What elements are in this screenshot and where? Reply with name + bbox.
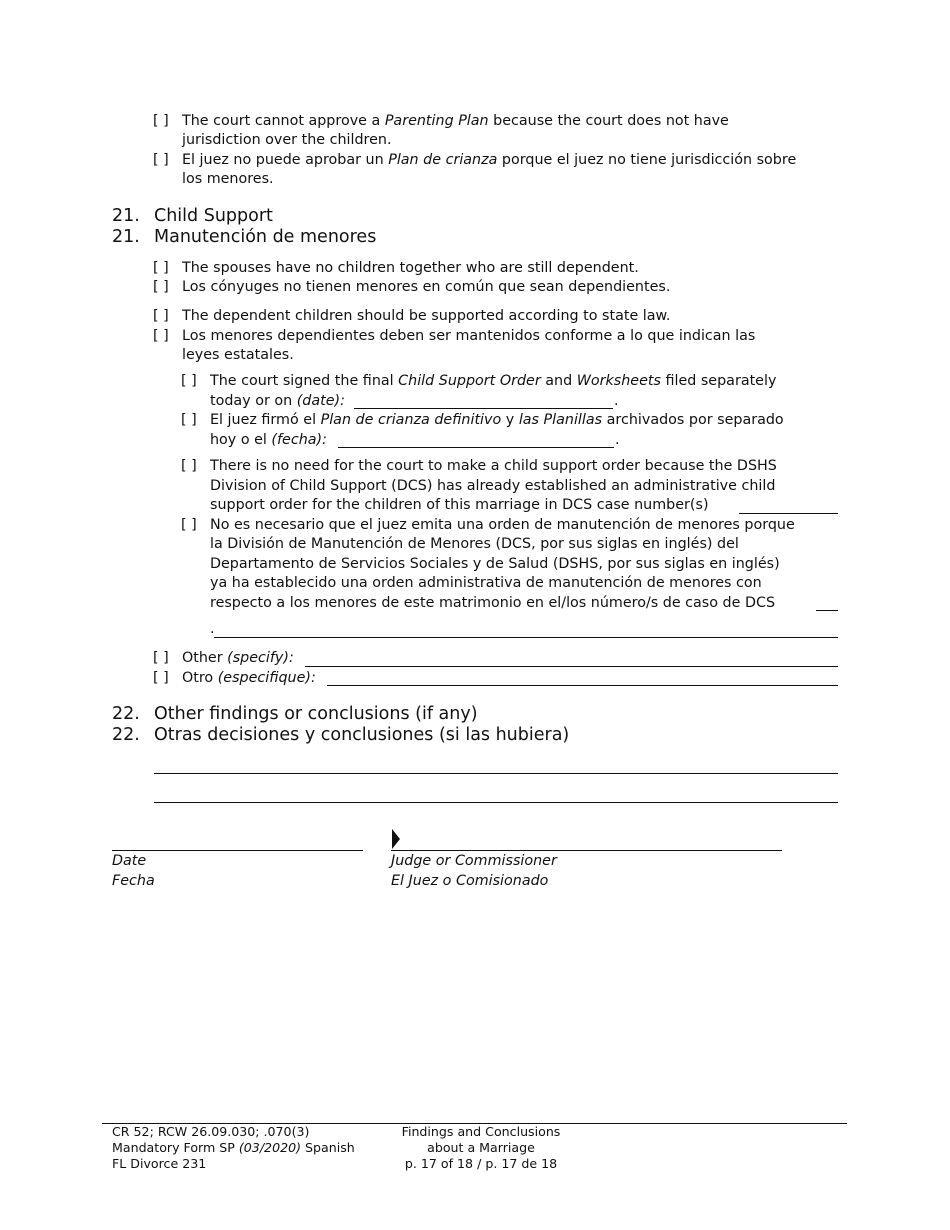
dcs-case-number-line-es[interactable] [816, 610, 838, 611]
footer-form-subtitle: about a Marriage [427, 1140, 535, 1155]
no-children-text-es: Los cónyuges no tienen menores en común que sean dependientes. [182, 279, 671, 295]
signature-arrow-icon [391, 829, 401, 849]
text-segment: El juez no puede aprobar un [182, 152, 389, 168]
other-findings-line-2[interactable] [154, 802, 838, 803]
text-segment: hoy o el [210, 432, 272, 448]
text-segment: Otro [182, 670, 218, 686]
text-segment: Spanish [301, 1140, 355, 1155]
dcs-text-es-4: ya ha establecido una orden administrativa de manutención de menores con [210, 575, 762, 591]
text-segment: Mandatory Form SP [112, 1140, 239, 1155]
date-label: (date): [296, 393, 345, 409]
section-21-title-en: Child Support [154, 206, 273, 226]
checkbox-no-children-en[interactable]: [ ] [153, 260, 169, 276]
text-segment: y [501, 412, 519, 428]
date-input-line-es[interactable] [338, 447, 614, 448]
checkbox-state-law-es[interactable]: [ ] [153, 328, 169, 344]
footer-form-title: Findings and Conclusions [401, 1124, 561, 1139]
checkbox-no-children-es[interactable]: [ ] [153, 279, 169, 295]
signed-order-date-label-en [210, 392, 345, 411]
text-segment: Judge or Commissioner [391, 853, 557, 869]
text-segment: and [540, 373, 577, 389]
date-label-es [112, 872, 155, 891]
planillas-term: las Planillas [518, 412, 603, 428]
state-law-text-es-2: leyes estatales. [182, 347, 294, 363]
section-22-number-en: 22. [112, 704, 140, 724]
date-signature-line[interactable] [112, 850, 363, 851]
plan-definitivo-term: Plan de crianza definitivo [320, 412, 502, 428]
period: . [614, 393, 619, 409]
section-22-title-es: Otras decisiones y conclusiones (si las hubiera) [154, 725, 570, 745]
no-jurisdiction-text-en [182, 112, 729, 131]
dcs-case-number-line-es-2[interactable] [214, 637, 838, 638]
text-segment: The court cannot approve a [182, 113, 385, 129]
text-segment: El Juez o Comisionado [391, 873, 549, 889]
no-jurisdiction-text-en-2: jurisdiction over the children. [182, 132, 392, 148]
text-segment: porque el juez no tiene jurisdicción sobre [497, 152, 797, 168]
fecha-label: (fecha): [271, 432, 327, 448]
other-findings-line-1[interactable] [154, 773, 838, 774]
dcs-case-number-line-en[interactable] [739, 513, 838, 514]
plan-de-crianza-term: Plan de crianza [388, 152, 498, 168]
dcs-text-en-3: support order for the children of this marriage in DCS case number(s) [210, 497, 709, 513]
form-date: (03/2020) [238, 1140, 302, 1155]
text-segment: because the court does not have [488, 113, 729, 129]
signed-order-text-en [210, 372, 776, 391]
text-segment: filed separately [660, 373, 777, 389]
judge-label-es [391, 872, 548, 891]
period: . [615, 432, 620, 448]
child-support-order-term: Child Support Order [398, 373, 541, 389]
footer-form-info [112, 1140, 355, 1156]
checkbox-signed-order-en[interactable]: [ ] [181, 373, 197, 389]
no-children-text-en: The spouses have no children together who are still dependent. [182, 260, 639, 276]
dcs-text-en-1: There is no need for the court to make a child support order because the DSHS [210, 458, 777, 474]
worksheets-term: Worksheets [576, 373, 661, 389]
text-segment: Fecha [112, 873, 155, 889]
other-input-line-es[interactable] [327, 685, 838, 686]
especifique-label: (especifique): [217, 670, 316, 686]
checkbox-no-jurisdiction-es[interactable]: [ ] [153, 152, 169, 168]
text-segment: Date [112, 853, 147, 869]
other-input-line-en[interactable] [305, 666, 838, 667]
checkbox-other-en[interactable]: [ ] [153, 650, 169, 666]
other-label-en [182, 649, 294, 668]
checkbox-no-jurisdiction-en[interactable]: [ ] [153, 113, 169, 129]
parenting-plan-term: Parenting Plan [384, 113, 489, 129]
section-21-title-es: Manutención de menores [154, 227, 377, 247]
section-21-number-en: 21. [112, 206, 140, 226]
signed-order-date-label-es [210, 431, 327, 450]
date-label-en [112, 852, 146, 871]
section-21-number-es: 21. [112, 227, 140, 247]
judge-label-en [391, 852, 557, 871]
text-segment: archivados por separado [602, 412, 784, 428]
dcs-text-es-3: Departamento de Servicios Sociales y de Salud (DSHS, por sus siglas en inglés) [210, 556, 780, 572]
text-segment: The court signed the final [210, 373, 399, 389]
no-jurisdiction-text-es-2: los menores. [182, 171, 274, 187]
section-22-number-es: 22. [112, 725, 140, 745]
specify-label: (specify): [227, 650, 294, 666]
state-law-text-es: Los menores dependientes deben ser mantenidos conforme a lo que indican las [182, 328, 756, 344]
no-jurisdiction-text-es [182, 151, 796, 170]
text-segment: El juez firmó el [210, 412, 321, 428]
checkbox-dcs-en[interactable]: [ ] [181, 458, 197, 474]
section-22-title-en: Other findings or conclusions (if any) [154, 704, 478, 724]
dcs-text-es-2: la División de Manutención de Menores (DCS, por sus siglas en inglés) del [210, 536, 739, 552]
judge-signature-line[interactable] [391, 850, 782, 851]
footer-form-number: FL Divorce 231 [112, 1156, 207, 1171]
other-label-es [182, 669, 316, 688]
dcs-text-en-2: Division of Child Support (DCS) has already established an administrative child [210, 478, 776, 494]
signed-order-text-es [210, 411, 784, 430]
date-input-line-en[interactable] [354, 408, 613, 409]
text-segment: today or on [210, 393, 297, 409]
footer-page-number: p. 17 of 18 / p. 17 de 18 [404, 1156, 558, 1171]
dcs-text-es-5: respecto a los menores de este matrimonio en el/los número/s de caso de DCS [210, 595, 776, 611]
text-segment: Other [182, 650, 228, 666]
dcs-text-es-1: No es necesario que el juez emita una orden de manutención de menores porque [210, 517, 795, 533]
checkbox-dcs-es[interactable]: [ ] [181, 517, 197, 533]
checkbox-other-es[interactable]: [ ] [153, 670, 169, 686]
footer-rule-citation: CR 52; RCW 26.09.030; .070(3) [112, 1124, 310, 1139]
checkbox-state-law-en[interactable]: [ ] [153, 308, 169, 324]
checkbox-signed-order-es[interactable]: [ ] [181, 412, 197, 428]
period: . [210, 621, 215, 637]
state-law-text-en: The dependent children should be supported according to state law. [182, 308, 671, 324]
